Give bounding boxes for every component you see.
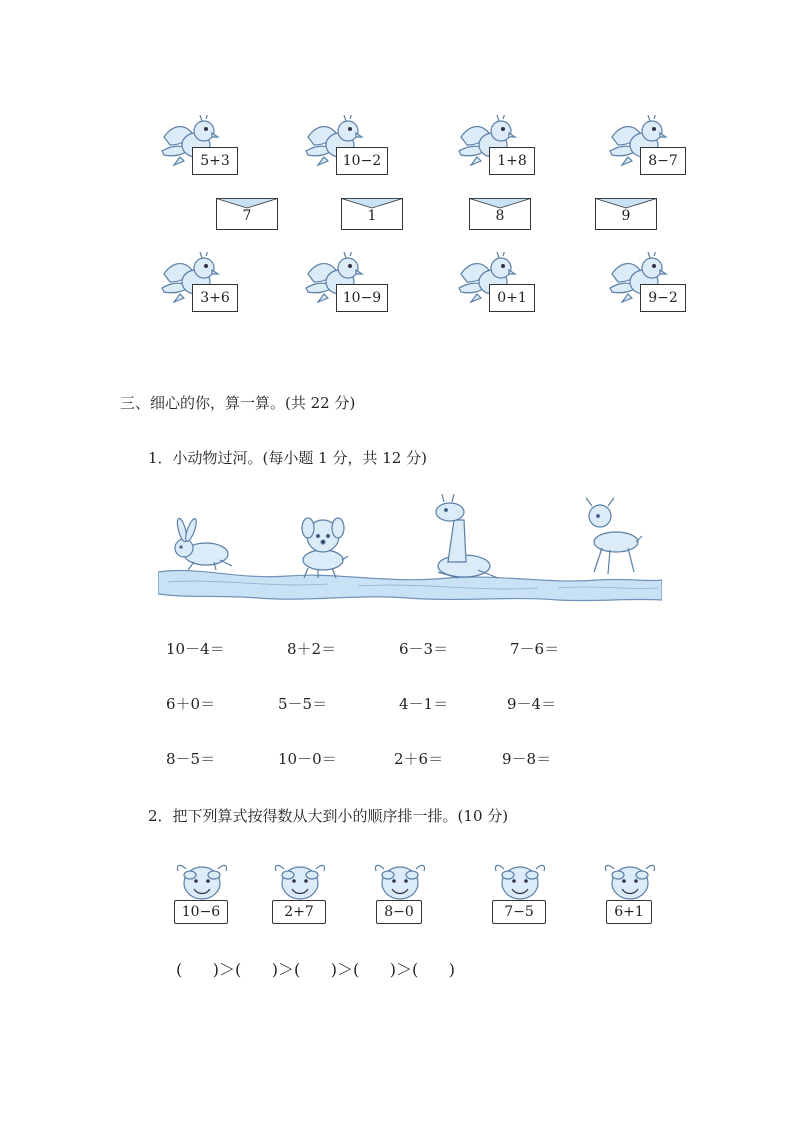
sheep-icon [368, 855, 428, 905]
bottom-bird-2 [302, 252, 432, 332]
envelope-1[interactable] [216, 198, 278, 230]
expression-card[interactable]: 5+3 [192, 147, 238, 175]
envelope-4[interactable] [595, 198, 657, 230]
sheep-4 [488, 855, 548, 925]
exercise-item[interactable]: 6－3＝ [399, 640, 449, 658]
envelope-value: 1 [367, 208, 377, 224]
envelope-value: 9 [621, 208, 631, 224]
deer-icon [586, 498, 642, 574]
exercise-item[interactable]: 10－4＝ [166, 640, 225, 658]
exercise-item[interactable]: 10－0＝ [278, 750, 337, 768]
sheep-2 [268, 855, 328, 925]
sheep-icon [488, 855, 548, 905]
exercise-item[interactable]: 7－6＝ [510, 640, 560, 658]
expression-card[interactable]: 8−7 [640, 147, 686, 175]
bottom-bird-3 [455, 252, 585, 332]
exercise-item[interactable]: 8＋2＝ [287, 640, 337, 658]
top-bird-4 [606, 115, 736, 195]
exercise-item[interactable]: 2＋6＝ [394, 750, 444, 768]
bottom-bird-4 [606, 252, 736, 332]
dog-icon [302, 518, 348, 578]
question-2-title: 2．把下列算式按得数从大到小的顺序排一排。(10 分) [148, 807, 509, 825]
top-bird-2 [302, 115, 432, 195]
exercise-item[interactable]: 4－1＝ [399, 695, 449, 713]
expression-card[interactable]: 3+6 [192, 284, 238, 312]
exercise-item[interactable]: 5－5＝ [278, 695, 328, 713]
sheep-icon [268, 855, 328, 905]
section-3-title: 三、细心的你，算一算。(共 22 分) [120, 394, 356, 412]
exercise-item[interactable]: 8－5＝ [166, 750, 216, 768]
envelope-value: 8 [495, 208, 505, 224]
sheep-3 [368, 855, 428, 925]
sheep-expression-card[interactable]: 6+1 [606, 900, 652, 924]
expression-card[interactable]: 10−2 [336, 147, 388, 175]
envelope-value: 7 [242, 208, 252, 224]
sheep-expression-card[interactable]: 7−5 [492, 900, 546, 924]
order-answer-line[interactable]: ( )＞( )＞( )＞( )＞( ) [176, 960, 456, 979]
expression-card[interactable]: 1+8 [489, 147, 535, 175]
giraffe-icon [436, 494, 498, 578]
top-bird-3 [455, 115, 585, 195]
sheep-1 [170, 855, 230, 925]
sheep-icon [598, 855, 658, 905]
sheep-expression-card[interactable]: 10−6 [174, 900, 228, 924]
sheep-expression-card[interactable]: 8−0 [376, 900, 422, 924]
sheep-5 [598, 855, 658, 925]
bottom-bird-1 [158, 252, 288, 332]
envelope-3[interactable] [469, 198, 531, 230]
exercise-item[interactable]: 6＋0＝ [166, 695, 216, 713]
question-1-title: 1．小动物过河。(每小题 1 分，共 12 分) [148, 449, 427, 467]
river-animals-illustration [158, 490, 662, 602]
top-bird-1 [158, 115, 288, 195]
expression-card[interactable]: 0+1 [489, 284, 535, 312]
expression-card[interactable]: 10−9 [336, 284, 388, 312]
exercise-item[interactable]: 9－4＝ [507, 695, 557, 713]
rabbit-icon [175, 518, 232, 570]
exercise-item[interactable]: 9－8＝ [502, 750, 552, 768]
expression-card[interactable]: 9−2 [640, 284, 686, 312]
sheep-icon [170, 855, 230, 905]
sheep-expression-card[interactable]: 2+7 [272, 900, 326, 924]
envelope-2[interactable] [341, 198, 403, 230]
